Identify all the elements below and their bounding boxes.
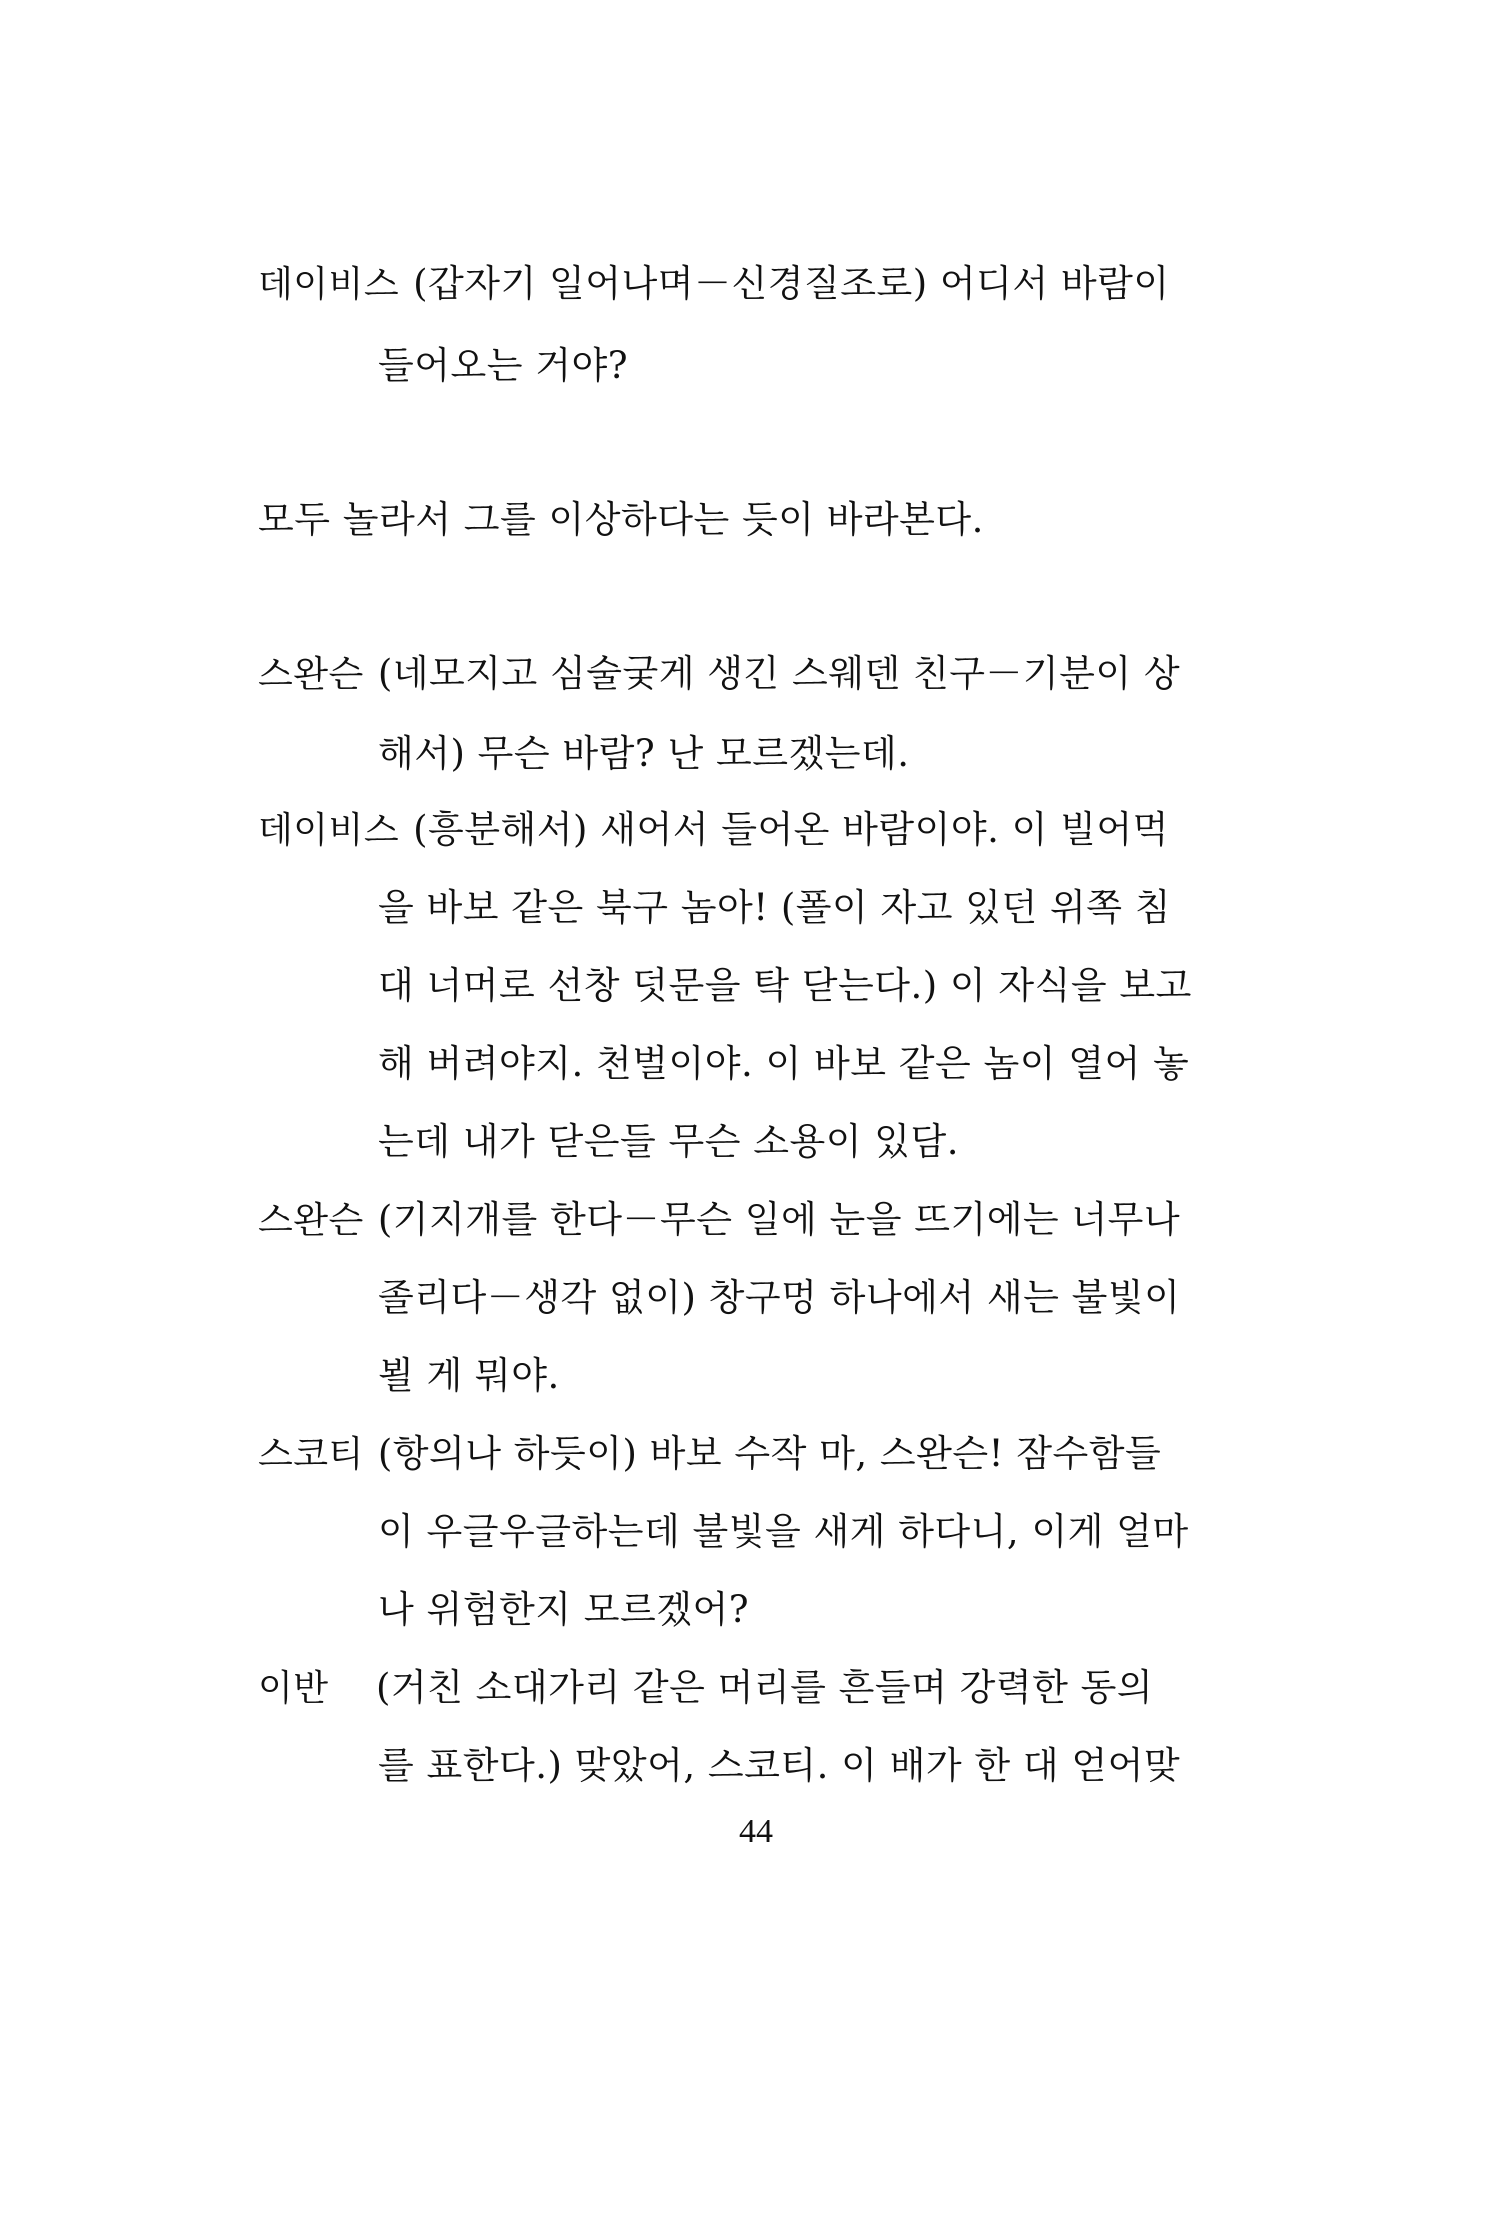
dialogue-line <box>258 1428 1161 1481</box>
dialogue-line <box>378 1116 959 1168</box>
speaker-name: 스완슨 <box>258 1200 364 1241</box>
dialogue-text: 뵐 게 뭐야. <box>378 1354 560 1397</box>
dialogue-text: (갑자기 일어나며－신경질조로) 어디서 바람이 <box>413 262 1170 305</box>
dialogue-text: (기지개를 한다－무슨 일에 눈을 뜨기에는 너무나 <box>377 1198 1181 1241</box>
dialogue-text: (네모지고 심술궂게 생긴 스웨덴 친구－기분이 상 <box>377 652 1181 695</box>
dialogue-text: 졸리다－생각 없이) 창구멍 하나에서 새는 불빛이 <box>378 1276 1181 1319</box>
dialogue-text: 이 우글우글하는데 불빛을 새게 하다니, 이게 얼마 <box>378 1510 1189 1553</box>
dialogue-text: (흥분해서) 새어서 들어온 바람이야. 이 빌어먹 <box>413 808 1169 851</box>
speaker-name: 데이비스 <box>258 264 400 305</box>
dialogue-text: 을 바보 같은 북구 놈아! (폴이 자고 있던 위쪽 침 <box>378 886 1172 929</box>
dialogue-text: 해 버려야지. 천벌이야. 이 바보 같은 놈이 열어 놓 <box>378 1042 1190 1085</box>
dialogue-line <box>378 340 628 392</box>
dialogue-line <box>378 1584 749 1636</box>
dialogue-line <box>258 1194 1180 1247</box>
dialogue-text: 나 위험한지 모르겠어? <box>378 1588 750 1631</box>
speaker-name: 이반 <box>258 1668 329 1709</box>
dialogue-line <box>378 1038 1189 1090</box>
dialogue-text: 대 너머로 선창 덧문을 탁 닫는다.) 이 자식을 보고 <box>378 964 1192 1007</box>
dialogue-line <box>378 728 909 780</box>
dialogue-line <box>378 1272 1180 1324</box>
dialogue-text: 해서) 무슨 바람? 난 모르겠는데. <box>378 732 910 775</box>
dialogue-line <box>378 1740 1180 1792</box>
dialogue-text: 는데 내가 닫은들 무슨 소용이 있담. <box>378 1120 959 1163</box>
dialogue-text: 를 표한다.) 맞았어, 스코티. 이 배가 한 대 얻어맞 <box>378 1744 1181 1787</box>
stage-direction <box>258 494 984 546</box>
dialogue-text: 들어오는 거야? <box>378 344 629 387</box>
speaker-name: 스코티 <box>258 1434 364 1475</box>
dialogue-line <box>378 1506 1189 1558</box>
dialogue-line <box>378 1350 560 1402</box>
dialogue-line <box>378 960 1192 1012</box>
dialogue-text: (거친 소대가리 같은 머리를 흔들며 강력한 동의 <box>376 1666 1154 1709</box>
dialogue-line <box>258 648 1180 701</box>
dialogue-text: (항의나 하듯이) 바보 수작 마, 스완슨! 잠수함들 <box>377 1432 1162 1475</box>
dialogue-line <box>378 882 1171 934</box>
speaker-name: 스완슨 <box>258 654 364 695</box>
dialogue-line <box>258 258 1170 311</box>
page-number: 44 <box>739 1813 773 1850</box>
dialogue-line <box>258 804 1169 857</box>
speaker-name: 데이비스 <box>258 810 400 851</box>
dialogue-line <box>258 1662 1153 1715</box>
stage-direction-text: 모두 놀라서 그를 이상하다는 듯이 바라본다. <box>258 498 984 541</box>
